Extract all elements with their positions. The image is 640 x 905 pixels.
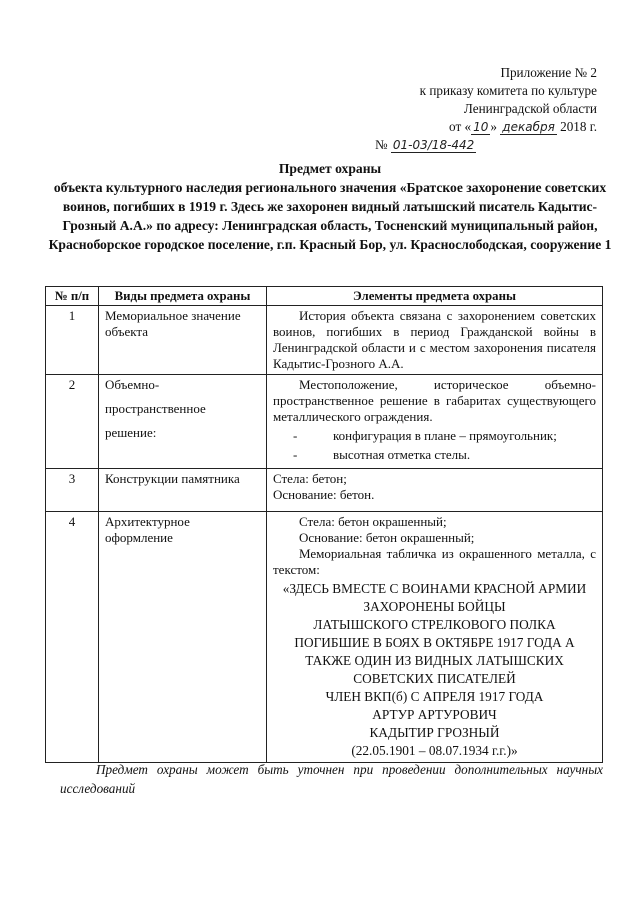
row-type: Архитектурное оформление	[99, 512, 267, 763]
row-type: Мемориальное значение объекта	[99, 306, 267, 375]
quote-line: КАДЫТИР ГРОЗНЫЙ	[369, 725, 500, 740]
appendix-date: от « 10 » декабря 2018 г.	[449, 119, 597, 134]
memorial-plaque-text	[273, 580, 596, 760]
title-heading: Предмет охраны	[278, 161, 382, 176]
quote-line: ЛАТЫШСКОГО СТРЕЛКОВОГО ПОЛКА	[313, 617, 556, 632]
quote-line: СОВЕТСКИХ ПИСАТЕЛЕЙ	[353, 671, 516, 686]
quote-line: АРТУР АРТУРОВИЧ	[372, 707, 497, 722]
table-row	[46, 375, 603, 469]
row-number: 3	[46, 469, 99, 512]
footnote: Предмет охраны может быть уточнен при проведении дополнительных научных исследований	[60, 762, 603, 796]
quote-line: (22.05.1901 – 08.07.1934 г.г.)»	[351, 743, 518, 758]
row-number: 1	[46, 306, 99, 375]
appendix-region: Ленинградской области	[463, 101, 597, 116]
table-row	[46, 512, 603, 763]
quote-line: ТАКЖЕ ОДИН ИЗ ВИДНЫХ ЛАТЫШСКИХ	[305, 653, 564, 668]
header-num: № п/п	[46, 287, 99, 306]
row-type: Объемно- пространственное решение:	[99, 375, 267, 469]
appendix-block	[367, 64, 597, 154]
header-type: Виды предмета охраны	[99, 287, 267, 306]
header-elements: Элементы предмета охраны	[267, 287, 603, 306]
quote-line: ЧЛЕН ВКП(б) С АПРЕЛЯ 1917 ГОДА	[325, 689, 544, 704]
row-elements: Стела: бетон; Основание: бетон.	[267, 469, 603, 512]
table-header-row	[46, 287, 603, 306]
appendix-order-number: № 01-03/18-442	[375, 137, 475, 152]
handwritten-day: 10	[473, 120, 489, 134]
quote-line: ЗАХОРОНЕНЫ БОЙЦЫ	[363, 599, 506, 614]
protection-table	[45, 286, 603, 763]
row-elements: История объекта связана с захоронением советских воинов, погибших в период Гражданской войны в Ленинградской области и с местом захоронения писателя Кадытис-Грозного А.А.	[267, 306, 603, 375]
row-elements: Местоположение, историческое объемно-пространственное решение в габаритах существующего металлического ограждения. - конфигурация в плане – прямоугольник; - высотная отметка стелы.	[267, 375, 603, 469]
handwritten-number: 01-03/18-442	[392, 138, 475, 152]
quote-line: «ЗДЕСЬ ВМЕСТЕ С ВОИНАМИ КРАСНОЙ АРМИИ	[282, 581, 587, 596]
row-number: 2	[46, 375, 99, 469]
appendix-order-ref: к приказу комитета по культуре	[419, 83, 597, 98]
handwritten-month: декабря	[502, 120, 555, 134]
row-type: Конструкции памятника	[99, 469, 267, 512]
table-row	[46, 306, 603, 375]
row-elements: Стела: бетон окрашенный; Основание: бетон окрашенный; Мемориальная табличка из окрашенного металла, с текстом: «ЗДЕСЬ ВМЕСТЕ С ВОИНАМИ КРАСНОЙ АРМИИ ЗАХОРОНЕНЫ БОЙЦЫ ЛАТЫШСКОГО СТРЕЛКОВОГО ПОЛКА ПОГИБШИЕ В БОЯХ В ОКТЯБРЕ 1917 ГОДА А ТАКЖЕ ОДИН ИЗ ВИДНЫХ ЛАТЫШСКИХ СОВЕТСКИХ ПИСАТЕЛЕЙ ЧЛЕН ВКП(б) С АПРЕЛЯ 1917 ГОДА АРТУР АРТУРОВИЧ КАДЫТИР ГРОЗНЫЙ (22.05.1901 – 08.07.1934 г.г.)»	[267, 512, 603, 763]
appendix-number: Приложение № 2	[500, 65, 597, 80]
table-row	[46, 469, 603, 512]
row-number: 4	[46, 512, 99, 763]
list-item: - высотная отметка стелы.	[293, 447, 471, 462]
document-title	[40, 159, 620, 254]
title-body: объекта культурного наследия регионального значения «Братское захоронение советских воинов, погибших в 1919 г. Здесь же захоронен видный латышский писатель Кадытис-Грозный А.А.» по адресу: Ленинградская область, Тосненский муниципальный район, Красноборское городское поселение, г.п. Красный Бор, ул. Краснослободская, сооружение 1	[48, 180, 612, 252]
quote-line: ПОГИБШИЕ В БОЯХ В ОКТЯБРЕ 1917 ГОДА А	[294, 635, 575, 650]
list-item: - конфигурация в плане – прямоугольник;	[293, 428, 557, 443]
